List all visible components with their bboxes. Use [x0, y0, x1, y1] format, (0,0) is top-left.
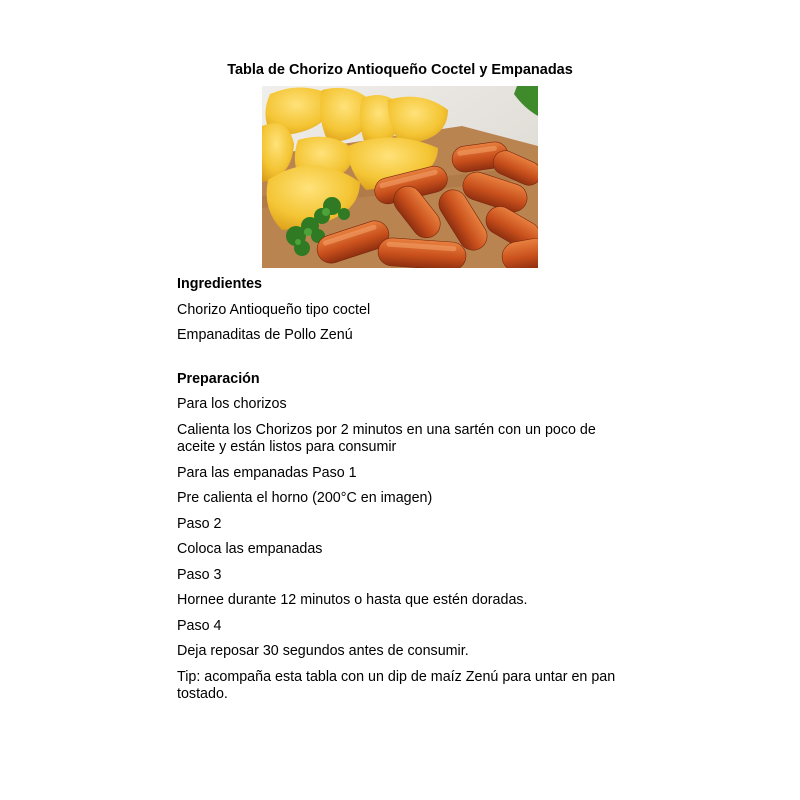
preparation-line: Paso 2	[177, 515, 222, 532]
ingredient-item: Empanaditas de Pollo Zenú	[177, 327, 353, 343]
preparation-line: Calienta los Chorizos por 2 minutos en una sartén con un poco de aceite y están listos para consumir	[177, 421, 596, 455]
preparation-line: Paso 3	[177, 566, 222, 583]
preparation-line: Coloca las empanadas	[177, 541, 323, 557]
preparation-line: Pre calienta el horno (200°C en imagen)	[177, 490, 433, 506]
food-photo	[262, 86, 538, 268]
recipe-body	[177, 276, 637, 712]
preparation-line: Hornee durante 12 minutos o hasta que estén doradas.	[177, 592, 528, 608]
ingredient-item: Chorizo Antioqueño tipo coctel	[177, 301, 371, 318]
preparation-line: Para las empanadas Paso 1	[177, 464, 357, 481]
preparation-line: Paso 4	[177, 617, 222, 634]
document-title: Tabla de Chorizo Antioqueño Coctel y Empanadas	[227, 62, 573, 78]
preparation-heading: Preparación	[177, 370, 260, 387]
preparation-line: Para los chorizos	[177, 396, 287, 412]
preparation-tip: Tip: acompaña esta tabla con un dip de maíz Zenú para untar en pan tostado.	[177, 668, 616, 702]
ingredients-heading: Ingredientes	[177, 276, 263, 292]
preparation-line: Deja reposar 30 segundos antes de consumir.	[177, 643, 469, 659]
